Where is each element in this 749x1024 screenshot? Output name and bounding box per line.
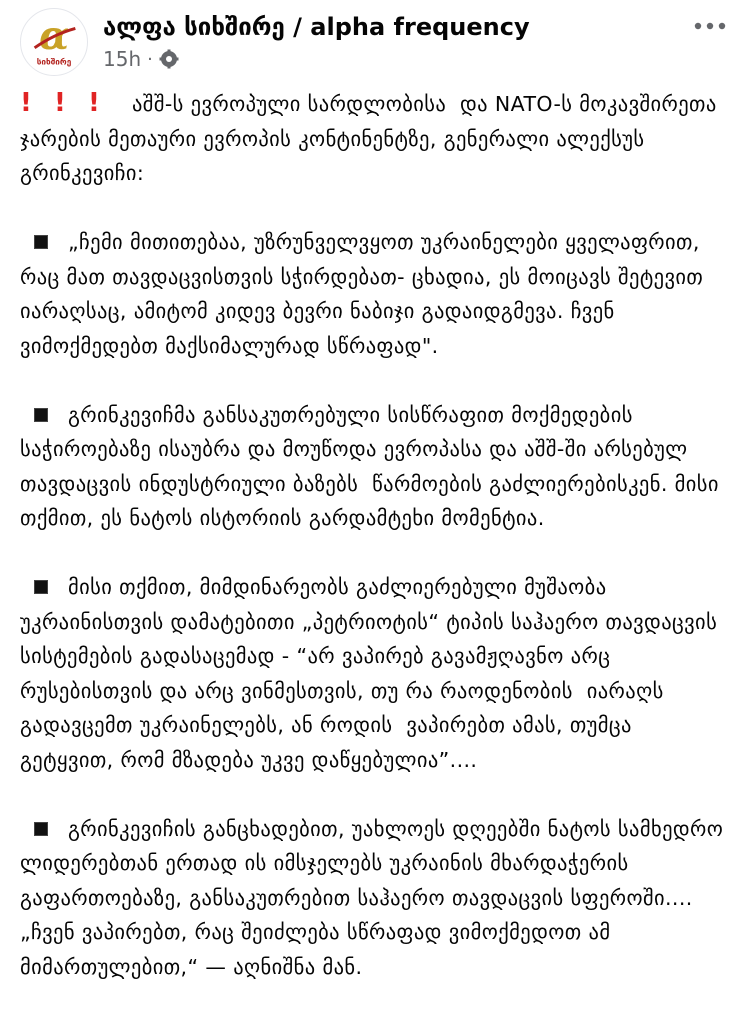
post-body: [20, 86, 732, 984]
alpha-logo-icon: [21, 9, 87, 75]
page-avatar[interactable]: [20, 8, 88, 76]
globe-icon[interactable]: [159, 49, 179, 69]
exclamation-icon: !: [88, 88, 101, 118]
post-paragraph: [20, 570, 732, 777]
exclamation-icon: !: [54, 88, 67, 118]
post-paragraph: [20, 812, 732, 985]
paragraph-text: გრინკევიჩმა განსაკუთრებული სისწრაფით მოქმედების საჭიროებაზე ისაუბრა და მოუწოდა ევროპასა და აშშ-ში არსებულ თავდაცვის ინდუსტრიული ბაზებს წარმოების გაძლიერებისკენ. მისი თქმით, ეს ნატოს ისტორიის გარდამტეხი მომენტია.: [20, 402, 726, 530]
black-square-icon: [34, 408, 48, 422]
paragraph-text: მისი თქმით, მიმდინარეობს გაძლიერებული მუშაობა უკრაინისთვის დამატებითი „პეტრიოტის“ ტიპის საჰაერო თავდაცვის სისტემების გადასაცემად - “არ ვაპირებ გავამჟღავნო არც რუსებისთვის და არც ვინმესთვის, თუ რა რაოდენობის იარაღს გადავცემთ უკრაინელებს, ან როდის ვაპირებთ ამას, თუმცა გეტყვით, რომ მზადება უკვე დაწყებულია”....: [20, 575, 725, 772]
meta-separator: ·: [147, 48, 153, 70]
post-header: [0, 0, 749, 80]
black-square-icon: [34, 235, 48, 249]
paragraph-text: „ჩემი მითითებაა, უზრუნველვყოთ უკრაინელები ყველაფრით, რაც მათ თავდაცვისთვის სჭირდებათ- ცხადია, ეს მოიცავს შეტევით იარაღსაც, ამიტომ კიდევ ბევრი ნაბიჯი გადაიდგმევა. ჩვენ ვიმოქმედებთ მაქსიმალურად სწრაფად".: [20, 230, 711, 358]
more-options-icon[interactable]: [693, 18, 727, 34]
post-paragraph: [20, 398, 732, 536]
post-timestamp[interactable]: 15h: [103, 47, 142, 71]
post-intro: [20, 86, 732, 191]
black-square-icon: [34, 822, 48, 836]
paragraph-text: გრინკევიჩის განცხადებით, უახლოეს დღეებში ნატოს სამხედრო ლიდერებთან ერთად ის იმსჯელებს უკრაინის მხარდაჭერის გაფართოებაზე, განსაკუთრებით საჰაერო თავდაცვის სფეროში.... „ჩვენ ვაპირებთ, რაც შეიძლება სწრაფად ვიმოქმედოთ ამ მიმართულებით,“ — აღნიშნა მან.: [20, 816, 731, 979]
svg-text:α: α: [39, 13, 69, 59]
intro-text: აშშ-ს ევროპული სარდლობისა და NATO-ს მოკავშირეთა ჯარების მეთაური ევროპის კონტინენტზე, გენერალი ალექსუს გრინკევიჩი:: [20, 92, 724, 185]
page-name-link[interactable]: ალფა სიხშირე / alpha frequency: [103, 13, 530, 41]
post-meta: [103, 46, 179, 72]
black-square-icon: [34, 580, 48, 594]
avatar-logo-text: სიხშირე: [36, 56, 72, 67]
exclamation-icon: !: [20, 88, 33, 118]
post-paragraph: [20, 225, 732, 363]
